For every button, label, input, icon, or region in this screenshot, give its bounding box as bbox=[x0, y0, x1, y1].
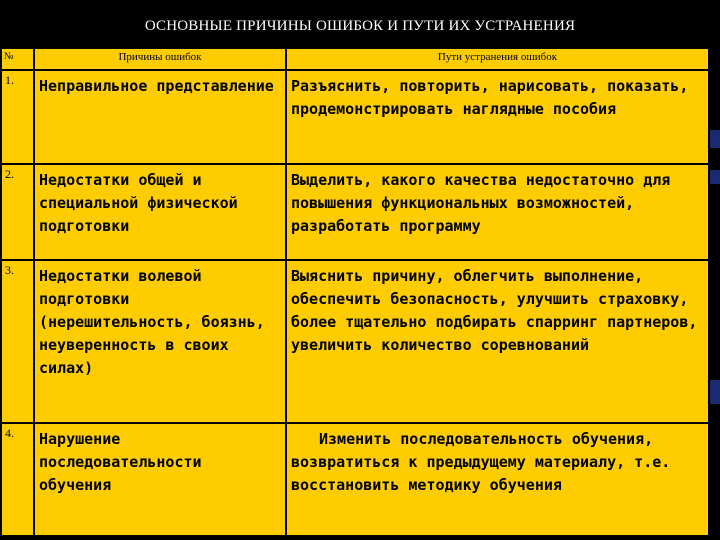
row-solution bbox=[286, 423, 709, 536]
side-decoration-2 bbox=[710, 170, 720, 184]
table-row bbox=[1, 164, 709, 260]
header-causes: Причины ошибок bbox=[34, 48, 286, 70]
page-title: ОСНОВНЫЕ ПРИЧИНЫ ОШИБОК И ПУТИ ИХ УСТРАНЕНИЯ bbox=[144, 18, 576, 34]
row-cause: Нарушение последовательности обучения bbox=[34, 423, 286, 536]
row-solution: Выделить, какого качества недостаточно для повышения функциональных возможностей, разработать программу bbox=[286, 164, 709, 260]
row-number: 4. bbox=[1, 423, 34, 536]
header-solutions: Пути устранения ошибок bbox=[286, 48, 709, 70]
row-number: 2. bbox=[1, 164, 34, 260]
errors-table bbox=[0, 47, 710, 537]
row-cause: Недостатки общей и специальной физической подготовки bbox=[34, 164, 286, 260]
table-row bbox=[1, 70, 709, 164]
table-row bbox=[1, 423, 709, 536]
row-number: 3. bbox=[1, 260, 34, 423]
side-decoration-3 bbox=[710, 380, 720, 404]
table-row bbox=[1, 260, 709, 423]
side-decoration-1 bbox=[710, 130, 720, 148]
row-cause: Неправильное представление bbox=[34, 70, 286, 164]
row-number: 1. bbox=[1, 70, 34, 164]
header-number: № bbox=[1, 48, 34, 70]
row-solution: Выяснить причину, облегчить выполнение, обеспечить безопасность, улучшить страховку, более тщательно подбирать спарринг партнеров, увеличить количество соревнований bbox=[286, 260, 709, 423]
table-header-row bbox=[1, 48, 709, 70]
row-cause: Недостатки волевой подготовки (нерешительность, боязнь, неуверенность в своих силах) bbox=[34, 260, 286, 423]
row-solution: Разъяснить, повторить, нарисовать, показать, продемонстрировать наглядные пособия bbox=[286, 70, 709, 164]
row-solution-text: Изменить последовательность обучения, возвратиться к предыдущему материалу, т.е. восстановить методику обучения bbox=[291, 430, 671, 494]
